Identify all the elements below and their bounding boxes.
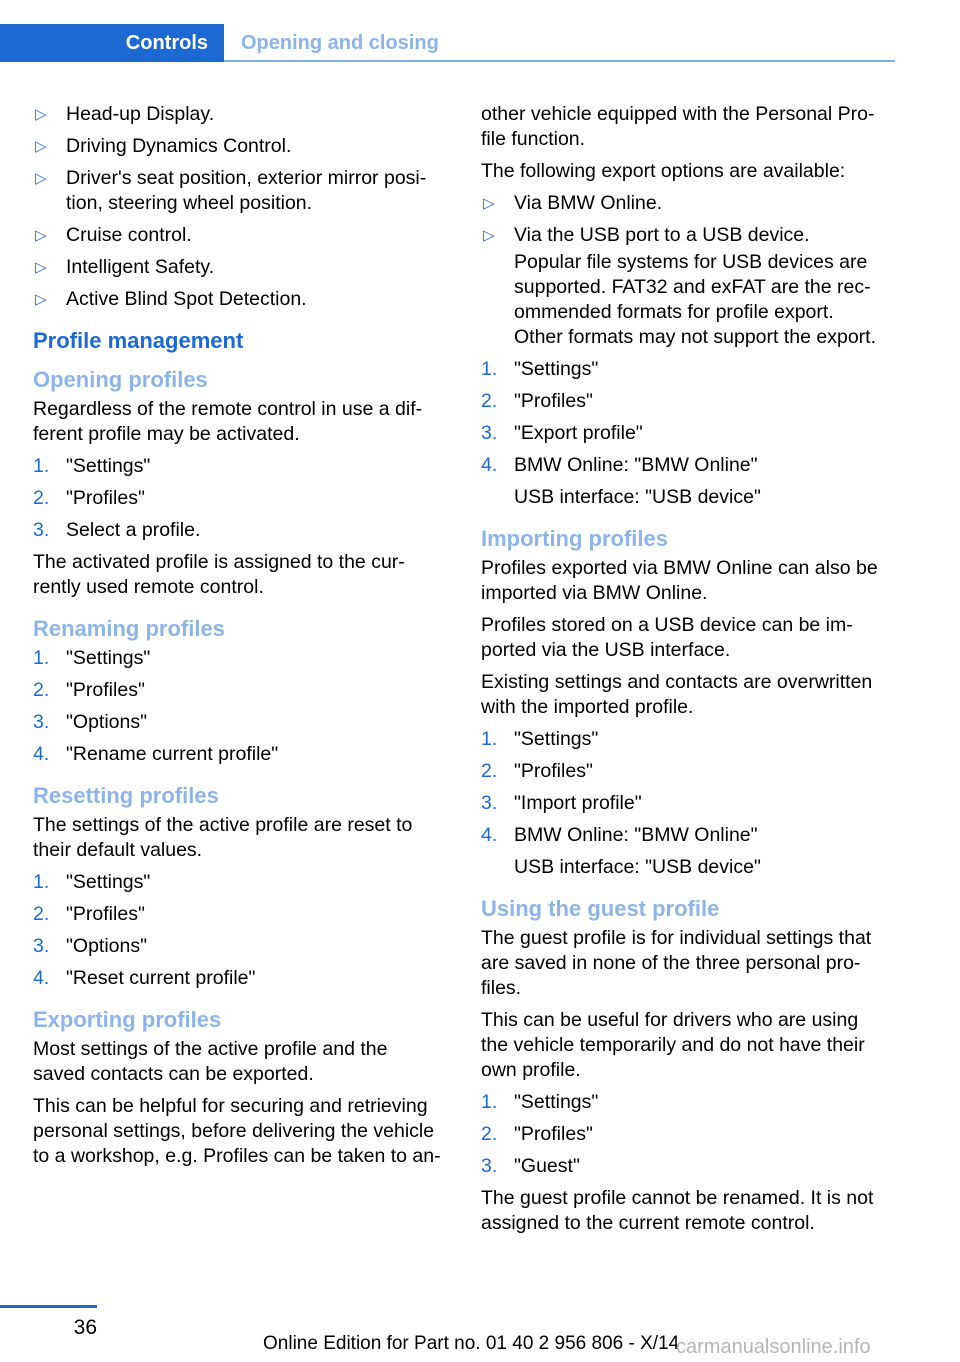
heading-profile-management: Profile management xyxy=(33,328,244,353)
triangle-bullet-icon: ▷ xyxy=(35,259,47,276)
step-item: 3. "Options" xyxy=(33,711,148,733)
step-item: 1. "Settings" xyxy=(33,455,151,477)
heading-renaming-profiles: Renaming profiles xyxy=(33,616,225,641)
step-item: 1. "Settings" xyxy=(481,1091,599,1113)
heading-guest-profile: Using the guest profile xyxy=(481,896,720,921)
step-item: 4. "Reset current profile" xyxy=(33,967,256,989)
usb-note: Popular file systems for USB devices are supported. FAT32 and exFAT are the rec- ommended formats for profile export. Other formats may not support the export. xyxy=(514,251,876,348)
bullet-item: ▷ Driver's seat position, exterior mirror posi- tion, steering wheel position. xyxy=(35,167,427,214)
paragraph: The guest profile is for individual settings that are saved in none of the three personal pro- files. xyxy=(481,927,872,999)
heading-opening-profiles: Opening profiles xyxy=(33,367,208,392)
step-item: 3. "Export profile" xyxy=(481,422,643,444)
triangle-bullet-icon: ▷ xyxy=(35,138,47,155)
step-item: 1. "Settings" xyxy=(33,647,151,669)
usb-interface-note: USB interface: "USB device" xyxy=(514,856,761,878)
triangle-bullet-icon: ▷ xyxy=(483,195,495,212)
heading-importing-profiles: Importing profiles xyxy=(481,526,668,551)
watermark: carmanualsonline.info xyxy=(676,1336,871,1358)
paragraph: This can be helpful for securing and retrieving personal settings, before delivering the vehicle to a workshop, e.g. Profiles can be taken to an- xyxy=(33,1095,441,1167)
usb-interface-note: USB interface: "USB device" xyxy=(514,486,761,508)
step-item: 4. "Rename current profile" xyxy=(33,743,279,765)
bullet-item: ▷ Cruise control. xyxy=(35,224,192,246)
triangle-bullet-icon: ▷ xyxy=(35,106,47,123)
step-item: 3. "Options" xyxy=(33,935,148,957)
step-item: 4. BMW Online: "BMW Online" xyxy=(481,454,758,476)
heading-exporting-profiles: Exporting profiles xyxy=(33,1007,222,1032)
paragraph: other vehicle equipped with the Personal Pro- file function. xyxy=(481,103,875,150)
bullet-item: ▷ Active Blind Spot Detection. xyxy=(35,288,307,310)
triangle-bullet-icon: ▷ xyxy=(35,170,47,187)
paragraph: Most settings of the active profile and the saved contacts can be exported. xyxy=(33,1038,388,1085)
chapter-title: Opening and closing xyxy=(241,32,439,54)
bullet-item: ▷ Head-up Display. xyxy=(35,103,215,125)
right-column xyxy=(481,102,893,1243)
step-item: 2. "Profiles" xyxy=(33,679,145,701)
triangle-bullet-icon: ▷ xyxy=(35,291,47,308)
step-item: 2. "Profiles" xyxy=(481,1123,593,1145)
step-item: 3. "Import profile" xyxy=(481,792,642,814)
footer-rule xyxy=(0,1305,97,1308)
bullet-item: ▷ Via BMW Online. xyxy=(483,192,663,214)
bullet-item: ▷ Via the USB port to a USB device. xyxy=(483,224,810,246)
paragraph: Existing settings and contacts are overwritten with the imported profile. xyxy=(481,671,873,718)
triangle-bullet-icon: ▷ xyxy=(35,227,47,244)
edition-text: Online Edition for Part no. 01 40 2 956 806 - X/14 xyxy=(263,1333,680,1354)
paragraph: Regardless of the remote control in use a dif- ferent profile may be activated. xyxy=(33,398,423,445)
bullet-item: ▷ Intelligent Safety. xyxy=(35,256,215,278)
paragraph: Profiles stored on a USB device can be im- ported via the USB interface. xyxy=(481,614,853,661)
step-item: 2. "Profiles" xyxy=(481,760,593,782)
paragraph: The following export options are available: xyxy=(481,160,846,182)
step-item: 1. "Settings" xyxy=(33,871,151,893)
paragraph: The settings of the active profile are reset to their default values. xyxy=(33,814,413,861)
paragraph: The activated profile is assigned to the cur- rently used remote control. xyxy=(33,551,405,598)
step-item: 4. BMW Online: "BMW Online" xyxy=(481,824,758,846)
step-item: 1. "Settings" xyxy=(481,358,599,380)
step-item: 2. "Profiles" xyxy=(33,487,145,509)
paragraph: Profiles exported via BMW Online can also be imported via BMW Online. xyxy=(481,557,878,604)
paragraph: The guest profile cannot be renamed. It is not assigned to the current remote control. xyxy=(481,1187,874,1234)
section-tab: Controls xyxy=(0,24,224,62)
step-item: 2. "Profiles" xyxy=(33,903,145,925)
step-item: 2. "Profiles" xyxy=(481,390,593,412)
page-header xyxy=(0,24,895,62)
step-item: 3. Select a profile. xyxy=(33,519,201,541)
page-number: 36 xyxy=(73,1316,97,1339)
triangle-bullet-icon: ▷ xyxy=(483,227,495,244)
heading-resetting-profiles: Resetting profiles xyxy=(33,783,219,808)
paragraph: This can be useful for drivers who are using the vehicle temporarily and do not have their own profile. xyxy=(481,1009,865,1081)
bullet-item: ▷ Driving Dynamics Control. xyxy=(35,135,292,157)
step-item: 3. "Guest" xyxy=(481,1155,580,1177)
left-column xyxy=(33,102,445,1176)
step-item: 1. "Settings" xyxy=(481,728,599,750)
